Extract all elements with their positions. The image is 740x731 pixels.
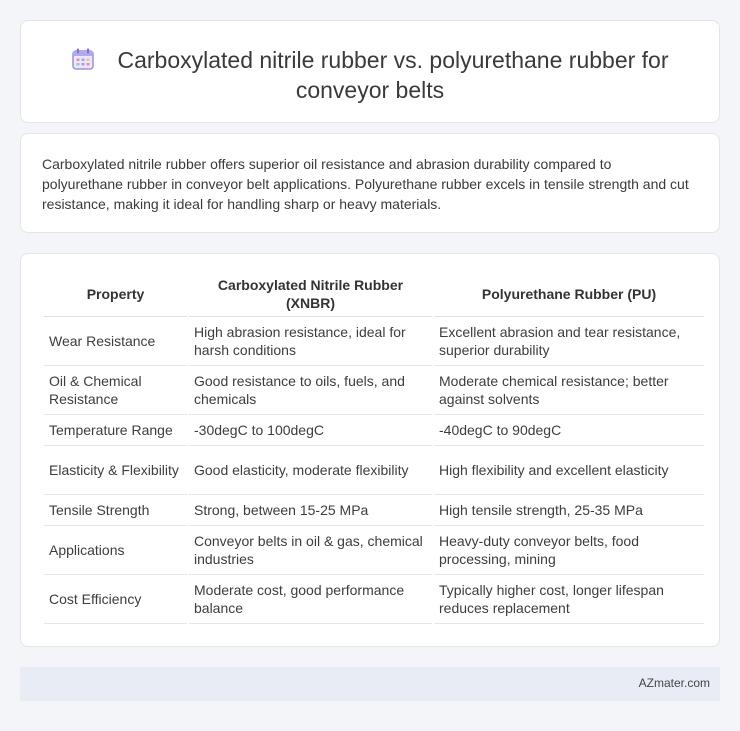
title-card	[20, 20, 720, 123]
table-row	[44, 446, 704, 495]
xnbr-cell: Good elasticity, moderate flexibility	[189, 446, 432, 495]
xnbr-cell: Good resistance to oils, fuels, and chemicals	[189, 366, 432, 415]
xnbr-cell: -30degC to 100degC	[189, 415, 432, 446]
xnbr-cell: Strong, between 15-25 MPa	[189, 495, 432, 526]
xnbr-cell: Conveyor belts in oil & gas, chemical industries	[189, 526, 432, 575]
header-pu: Polyurethane Rubber (PU)	[434, 271, 704, 317]
table-row	[44, 575, 704, 624]
pu-cell: Excellent abrasion and tear resistance, superior durability	[434, 317, 704, 366]
table-row	[44, 366, 704, 415]
intro-card	[20, 133, 720, 233]
xnbr-cell: High abrasion resistance, ideal for harsh conditions	[189, 317, 432, 366]
pu-cell: Heavy-duty conveyor belts, food processing, mining	[434, 526, 704, 575]
table-row	[44, 526, 704, 575]
table-header-row	[44, 271, 704, 317]
footer-bar	[20, 667, 720, 701]
comparison-table	[42, 271, 706, 624]
property-cell: Oil & Chemical Resistance	[44, 366, 187, 415]
table-row	[44, 317, 704, 366]
property-cell: Temperature Range	[44, 415, 187, 446]
footer-site-link[interactable]: AZmater.com	[638, 676, 710, 690]
pu-cell: High tensile strength, 25-35 MPa	[434, 495, 704, 526]
property-cell: Applications	[44, 526, 187, 575]
pu-cell: Moderate chemical resistance; better against solvents	[434, 366, 704, 415]
property-cell: Wear Resistance	[44, 317, 187, 366]
property-cell: Elasticity & Flexibility	[44, 446, 187, 495]
pu-cell: -40degC to 90degC	[434, 415, 704, 446]
table-row	[44, 495, 704, 526]
xnbr-cell: Moderate cost, good performance balance	[189, 575, 432, 624]
pu-cell: Typically higher cost, longer lifespan reduces replacement	[434, 575, 704, 624]
table-row	[44, 415, 704, 446]
header-xnbr: Carboxylated Nitrile Rubber (XNBR)	[189, 271, 432, 317]
page-title-wrap	[61, 45, 679, 105]
calendar-icon	[71, 47, 95, 71]
property-cell: Cost Efficiency	[44, 575, 187, 624]
comparison-card	[20, 253, 720, 647]
page-title: Carboxylated nitrile rubber vs. polyurethane rubber for conveyor belts	[117, 47, 669, 103]
property-cell: Tensile Strength	[44, 495, 187, 526]
intro-paragraph: Carboxylated nitrile rubber offers superior oil resistance and abrasion durability compared to polyurethane rubber in conveyor belt applications. Polyurethane rubber excels in tensile strength and cut resistance, making it ideal for handling sharp or heavy materials.	[42, 156, 689, 212]
pu-cell: High flexibility and excellent elasticity	[434, 446, 704, 495]
header-property: Property	[44, 271, 187, 317]
